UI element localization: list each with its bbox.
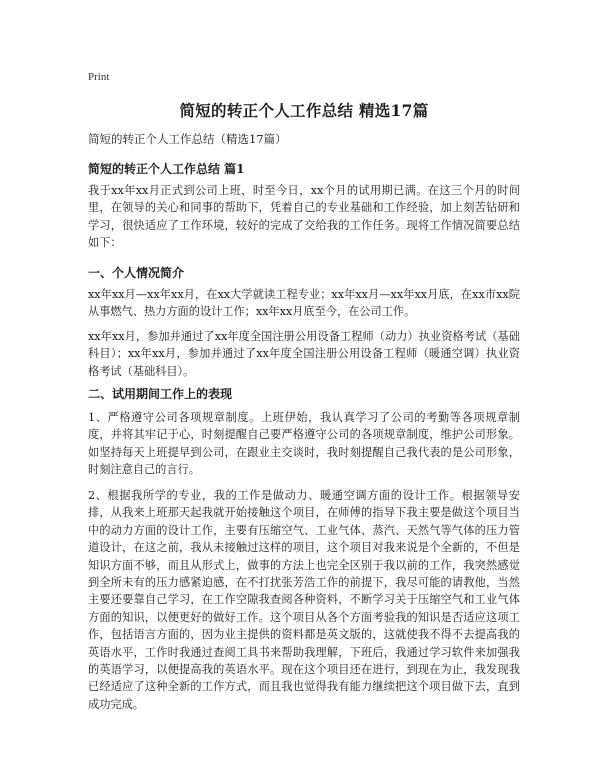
section2-paragraph-2: 2、根据我所学的专业，我的工作是做动力、暖通空调方面的设计工作。根据领导安排，从我来上班那天起我就开始接触这个项目，在师傅的指导下我主要是做这个项目当中的动力方面的设计工作，主要有压缩空气、工业气体、蒸汽、天然气等气体的压力管道设计，在这之前，我从未接触过这样的项目，这个项目对我来说是个全新的，不但是知识方面不够，而且从形式上，做事的方法上也完全区别于我以前的工作，我突然感觉到全所未有的压力感紧迫感，在不打扰张芳浩工作的前提下，我尽可能的请教他，当然主要还要靠自己学习，在工作空隙我查阅各种资料，不断学习关于压缩空气和工业气体方面的知识，以便更好的做好工作。这个项目从各个方面考验我的知识是否适应这项工作，包括语言方面的，因为业主提供的资料都是英文版的，这就使我不得不去提高我的英语水平，工作时我通过查阅工具书来帮助我理解，下班后，我通过学习软件来加强我的英语学习，以便提高我的英语水平。现在这个项目还在进行，到现在为止，我发现我已经适应了这种全新的工作方式，而且我也觉得我有能力继续把这个项目做下去，直到成功完成。 xyxy=(88,489,520,711)
section2-paragraph-1: 1、严格遵守公司各项规章制度。上班伊始，我认真学习了公司的考勤等各项规章制度，并将其牢记于心，时刻提醒自己要严格遵守公司的各项规章制度，维护公司形象。如坚持每天上班提早到公司，在跟业主交谈时，我时刻提醒自己我代表的是公司形象，时刻注意自己的言行。 xyxy=(88,411,520,477)
document-title: 简短的转正个人工作总结 精选17篇 xyxy=(179,101,429,120)
intro-paragraph: 我于xx年xx月正式到公司上班，时至今日，xx个月的试用期已满。在这三个月的时间里，在领导的关心和同事的帮助下，凭着自己的专业基础和工作经验，加上刻苦钻研和学习，很快适应了工作环境，较好的完成了交给我的工作任务。现将工作情况简要总结如下： xyxy=(88,184,520,250)
document-subtitle: 简短的转正个人工作总结（精选17篇） xyxy=(88,132,287,146)
section-heading-personal-info: 一、个人情况简介 xyxy=(88,266,185,280)
article-heading: 简短的转正个人工作总结 篇1 xyxy=(88,162,245,176)
section-heading-work-performance: 二、试用期间工作上的表现 xyxy=(88,387,233,401)
section1-paragraph-1: xx年xx月—xx年xx月，在xx大学就读工程专业；xx年xx月—xx年xx月底，在xx市xx院从事燃气、热力方面的设计工作；xx年xx月底至今，在公司工作。 xyxy=(88,288,520,319)
print-label[interactable]: Print xyxy=(88,71,110,83)
section1-paragraph-2: xx年xx月，参加并通过了xx年度全国注册公用设备工程师（动力）执业资格考试（基础科目）；xx年xx月，参加并通过了xx年度全国注册公用设备工程师（暖通空调）执业资格考试（基础科目）。 xyxy=(88,330,520,378)
